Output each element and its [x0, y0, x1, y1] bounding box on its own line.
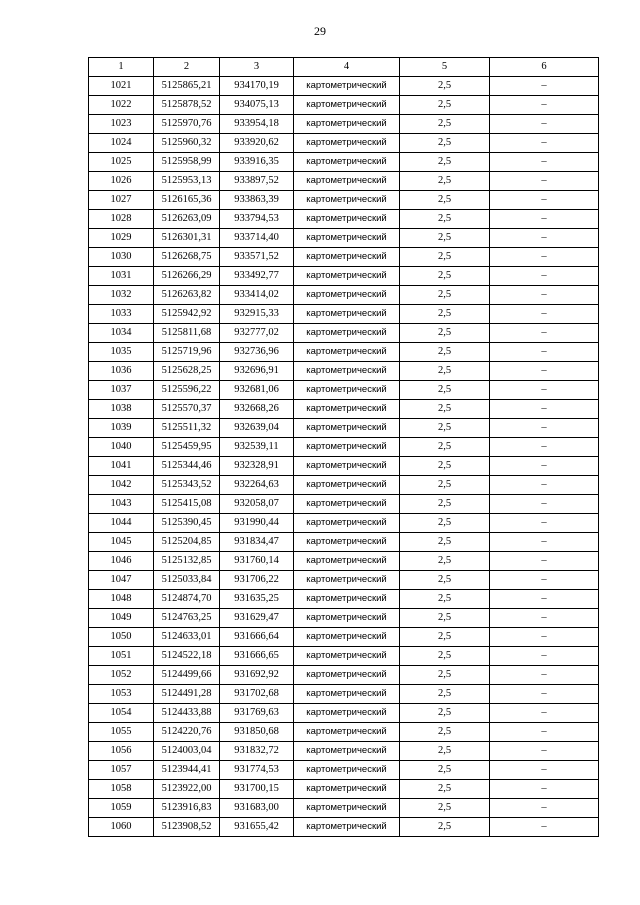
table-row	[89, 533, 599, 552]
y-coordinate-cell: 933897,52	[220, 172, 294, 191]
accuracy-cell: 2,5	[400, 780, 490, 799]
point-number-cell: 1047	[89, 571, 154, 590]
point-number-cell: 1049	[89, 609, 154, 628]
table-row	[89, 609, 599, 628]
y-coordinate-cell: 931666,64	[220, 628, 294, 647]
note-cell: –	[490, 210, 599, 229]
y-coordinate-cell: 931832,72	[220, 742, 294, 761]
x-coordinate-cell: 5126165,36	[154, 191, 220, 210]
note-cell: –	[490, 381, 599, 400]
y-coordinate-cell: 931702,68	[220, 685, 294, 704]
point-number-cell: 1043	[89, 495, 154, 514]
table-row	[89, 191, 599, 210]
column-header-4: 4	[294, 58, 400, 77]
table-row	[89, 400, 599, 419]
accuracy-cell: 2,5	[400, 267, 490, 286]
x-coordinate-cell: 5125343,52	[154, 476, 220, 495]
column-header-3: 3	[220, 58, 294, 77]
note-cell: –	[490, 77, 599, 96]
table-row	[89, 343, 599, 362]
note-cell: –	[490, 571, 599, 590]
table-row	[89, 457, 599, 476]
accuracy-cell: 2,5	[400, 818, 490, 837]
y-coordinate-cell: 931700,15	[220, 780, 294, 799]
accuracy-cell: 2,5	[400, 381, 490, 400]
method-cell: картометрический	[294, 77, 400, 96]
x-coordinate-cell: 5125953,13	[154, 172, 220, 191]
method-cell: картометрический	[294, 780, 400, 799]
method-cell: картометрический	[294, 267, 400, 286]
y-coordinate-cell: 933571,52	[220, 248, 294, 267]
accuracy-cell: 2,5	[400, 191, 490, 210]
point-number-cell: 1060	[89, 818, 154, 837]
accuracy-cell: 2,5	[400, 723, 490, 742]
x-coordinate-cell: 5125970,76	[154, 115, 220, 134]
note-cell: –	[490, 305, 599, 324]
table-row	[89, 742, 599, 761]
x-coordinate-cell: 5125719,96	[154, 343, 220, 362]
table-row	[89, 495, 599, 514]
accuracy-cell: 2,5	[400, 704, 490, 723]
accuracy-cell: 2,5	[400, 666, 490, 685]
table-row	[89, 666, 599, 685]
point-number-cell: 1025	[89, 153, 154, 172]
accuracy-cell: 2,5	[400, 96, 490, 115]
method-cell: картометрический	[294, 761, 400, 780]
point-number-cell: 1039	[89, 419, 154, 438]
table-row	[89, 267, 599, 286]
table-row	[89, 685, 599, 704]
table-row	[89, 96, 599, 115]
note-cell: –	[490, 115, 599, 134]
y-coordinate-cell: 931760,14	[220, 552, 294, 571]
note-cell: –	[490, 533, 599, 552]
column-header-2: 2	[154, 58, 220, 77]
y-coordinate-cell: 932639,04	[220, 419, 294, 438]
accuracy-cell: 2,5	[400, 495, 490, 514]
x-coordinate-cell: 5123916,83	[154, 799, 220, 818]
accuracy-cell: 2,5	[400, 590, 490, 609]
point-number-cell: 1055	[89, 723, 154, 742]
accuracy-cell: 2,5	[400, 647, 490, 666]
table-row	[89, 229, 599, 248]
note-cell: –	[490, 324, 599, 343]
accuracy-cell: 2,5	[400, 609, 490, 628]
table-row	[89, 723, 599, 742]
method-cell: картометрический	[294, 533, 400, 552]
y-coordinate-cell: 934075,13	[220, 96, 294, 115]
accuracy-cell: 2,5	[400, 552, 490, 571]
y-coordinate-cell: 933492,77	[220, 267, 294, 286]
x-coordinate-cell: 5125459,95	[154, 438, 220, 457]
x-coordinate-cell: 5126301,31	[154, 229, 220, 248]
x-coordinate-cell: 5125942,92	[154, 305, 220, 324]
x-coordinate-cell: 5124220,76	[154, 723, 220, 742]
table-row	[89, 305, 599, 324]
point-number-cell: 1050	[89, 628, 154, 647]
table-row	[89, 704, 599, 723]
accuracy-cell: 2,5	[400, 628, 490, 647]
method-cell: картометрический	[294, 400, 400, 419]
y-coordinate-cell: 932736,96	[220, 343, 294, 362]
coordinates-table	[88, 57, 599, 837]
y-coordinate-cell: 932264,63	[220, 476, 294, 495]
x-coordinate-cell: 5126266,29	[154, 267, 220, 286]
method-cell: картометрический	[294, 134, 400, 153]
method-cell: картометрический	[294, 419, 400, 438]
x-coordinate-cell: 5125511,32	[154, 419, 220, 438]
x-coordinate-cell: 5125033,84	[154, 571, 220, 590]
method-cell: картометрический	[294, 210, 400, 229]
table-row	[89, 438, 599, 457]
point-number-cell: 1057	[89, 761, 154, 780]
point-number-cell: 1035	[89, 343, 154, 362]
y-coordinate-cell: 933916,35	[220, 153, 294, 172]
x-coordinate-cell: 5124522,18	[154, 647, 220, 666]
note-cell: –	[490, 704, 599, 723]
point-number-cell: 1024	[89, 134, 154, 153]
note-cell: –	[490, 457, 599, 476]
method-cell: картометрический	[294, 495, 400, 514]
note-cell: –	[490, 419, 599, 438]
x-coordinate-cell: 5125960,32	[154, 134, 220, 153]
x-coordinate-cell: 5125628,25	[154, 362, 220, 381]
method-cell: картометрический	[294, 115, 400, 134]
y-coordinate-cell: 931683,00	[220, 799, 294, 818]
method-cell: картометрический	[294, 666, 400, 685]
x-coordinate-cell: 5125204,85	[154, 533, 220, 552]
accuracy-cell: 2,5	[400, 362, 490, 381]
point-number-cell: 1038	[89, 400, 154, 419]
x-coordinate-cell: 5124499,66	[154, 666, 220, 685]
note-cell: –	[490, 286, 599, 305]
accuracy-cell: 2,5	[400, 476, 490, 495]
method-cell: картометрический	[294, 153, 400, 172]
method-cell: картометрический	[294, 799, 400, 818]
accuracy-cell: 2,5	[400, 571, 490, 590]
table-row	[89, 571, 599, 590]
point-number-cell: 1034	[89, 324, 154, 343]
point-number-cell: 1028	[89, 210, 154, 229]
method-cell: картометрический	[294, 704, 400, 723]
x-coordinate-cell: 5125344,46	[154, 457, 220, 476]
note-cell: –	[490, 495, 599, 514]
note-cell: –	[490, 723, 599, 742]
y-coordinate-cell: 932328,91	[220, 457, 294, 476]
x-coordinate-cell: 5124003,04	[154, 742, 220, 761]
point-number-cell: 1030	[89, 248, 154, 267]
y-coordinate-cell: 933920,62	[220, 134, 294, 153]
accuracy-cell: 2,5	[400, 457, 490, 476]
note-cell: –	[490, 96, 599, 115]
table-row	[89, 381, 599, 400]
note-cell: –	[490, 818, 599, 837]
point-number-cell: 1036	[89, 362, 154, 381]
x-coordinate-cell: 5125878,52	[154, 96, 220, 115]
table-row	[89, 818, 599, 837]
x-coordinate-cell: 5124433,88	[154, 704, 220, 723]
point-number-cell: 1059	[89, 799, 154, 818]
x-coordinate-cell: 5125811,68	[154, 324, 220, 343]
x-coordinate-cell: 5126263,09	[154, 210, 220, 229]
x-coordinate-cell: 5124763,25	[154, 609, 220, 628]
table-row	[89, 172, 599, 191]
accuracy-cell: 2,5	[400, 77, 490, 96]
method-cell: картометрический	[294, 438, 400, 457]
note-cell: –	[490, 799, 599, 818]
x-coordinate-cell: 5125390,45	[154, 514, 220, 533]
accuracy-cell: 2,5	[400, 742, 490, 761]
accuracy-cell: 2,5	[400, 115, 490, 134]
note-cell: –	[490, 666, 599, 685]
accuracy-cell: 2,5	[400, 343, 490, 362]
accuracy-cell: 2,5	[400, 685, 490, 704]
x-coordinate-cell: 5123908,52	[154, 818, 220, 837]
column-header-1: 1	[89, 58, 154, 77]
x-coordinate-cell: 5125132,85	[154, 552, 220, 571]
x-coordinate-cell: 5125570,37	[154, 400, 220, 419]
point-number-cell: 1027	[89, 191, 154, 210]
y-coordinate-cell: 934170,19	[220, 77, 294, 96]
note-cell: –	[490, 647, 599, 666]
accuracy-cell: 2,5	[400, 286, 490, 305]
point-number-cell: 1022	[89, 96, 154, 115]
note-cell: –	[490, 153, 599, 172]
y-coordinate-cell: 932058,07	[220, 495, 294, 514]
method-cell: картометрический	[294, 476, 400, 495]
method-cell: картометрический	[294, 647, 400, 666]
point-number-cell: 1042	[89, 476, 154, 495]
method-cell: картометрический	[294, 305, 400, 324]
table-row	[89, 552, 599, 571]
table-row	[89, 134, 599, 153]
y-coordinate-cell: 931774,53	[220, 761, 294, 780]
header-row	[89, 58, 599, 77]
y-coordinate-cell: 932696,91	[220, 362, 294, 381]
accuracy-cell: 2,5	[400, 400, 490, 419]
point-number-cell: 1032	[89, 286, 154, 305]
accuracy-cell: 2,5	[400, 134, 490, 153]
note-cell: –	[490, 191, 599, 210]
accuracy-cell: 2,5	[400, 305, 490, 324]
table-row	[89, 780, 599, 799]
point-number-cell: 1021	[89, 77, 154, 96]
accuracy-cell: 2,5	[400, 210, 490, 229]
table-row	[89, 248, 599, 267]
point-number-cell: 1023	[89, 115, 154, 134]
note-cell: –	[490, 685, 599, 704]
method-cell: картометрический	[294, 685, 400, 704]
point-number-cell: 1048	[89, 590, 154, 609]
x-coordinate-cell: 5125958,99	[154, 153, 220, 172]
y-coordinate-cell: 931655,42	[220, 818, 294, 837]
y-coordinate-cell: 932915,33	[220, 305, 294, 324]
x-coordinate-cell: 5125415,08	[154, 495, 220, 514]
table-row	[89, 761, 599, 780]
note-cell: –	[490, 609, 599, 628]
point-number-cell: 1053	[89, 685, 154, 704]
y-coordinate-cell: 931834,47	[220, 533, 294, 552]
table-row	[89, 286, 599, 305]
point-number-cell: 1041	[89, 457, 154, 476]
note-cell: –	[490, 438, 599, 457]
point-number-cell: 1045	[89, 533, 154, 552]
method-cell: картометрический	[294, 514, 400, 533]
x-coordinate-cell: 5123944,41	[154, 761, 220, 780]
method-cell: картометрический	[294, 362, 400, 381]
point-number-cell: 1033	[89, 305, 154, 324]
note-cell: –	[490, 552, 599, 571]
accuracy-cell: 2,5	[400, 799, 490, 818]
x-coordinate-cell: 5124491,28	[154, 685, 220, 704]
point-number-cell: 1051	[89, 647, 154, 666]
accuracy-cell: 2,5	[400, 229, 490, 248]
y-coordinate-cell: 931629,47	[220, 609, 294, 628]
note-cell: –	[490, 229, 599, 248]
note-cell: –	[490, 267, 599, 286]
table-row	[89, 153, 599, 172]
table-row	[89, 77, 599, 96]
method-cell: картометрический	[294, 343, 400, 362]
x-coordinate-cell: 5123922,00	[154, 780, 220, 799]
note-cell: –	[490, 742, 599, 761]
table-row	[89, 419, 599, 438]
note-cell: –	[490, 400, 599, 419]
method-cell: картометрический	[294, 552, 400, 571]
y-coordinate-cell: 933414,02	[220, 286, 294, 305]
note-cell: –	[490, 476, 599, 495]
y-coordinate-cell: 931769,63	[220, 704, 294, 723]
table-body	[89, 77, 599, 837]
method-cell: картометрический	[294, 96, 400, 115]
method-cell: картометрический	[294, 628, 400, 647]
method-cell: картометрический	[294, 723, 400, 742]
y-coordinate-cell: 931692,92	[220, 666, 294, 685]
table-row	[89, 115, 599, 134]
x-coordinate-cell: 5124633,01	[154, 628, 220, 647]
note-cell: –	[490, 514, 599, 533]
x-coordinate-cell: 5125596,22	[154, 381, 220, 400]
accuracy-cell: 2,5	[400, 172, 490, 191]
accuracy-cell: 2,5	[400, 419, 490, 438]
note-cell: –	[490, 248, 599, 267]
method-cell: картометрический	[294, 571, 400, 590]
accuracy-cell: 2,5	[400, 248, 490, 267]
y-coordinate-cell: 933863,39	[220, 191, 294, 210]
table-row	[89, 476, 599, 495]
table-row	[89, 799, 599, 818]
point-number-cell: 1054	[89, 704, 154, 723]
note-cell: –	[490, 628, 599, 647]
x-coordinate-cell: 5126263,82	[154, 286, 220, 305]
table-row	[89, 514, 599, 533]
y-coordinate-cell: 933714,40	[220, 229, 294, 248]
note-cell: –	[490, 172, 599, 191]
table-row	[89, 362, 599, 381]
y-coordinate-cell: 932539,11	[220, 438, 294, 457]
y-coordinate-cell: 931850,68	[220, 723, 294, 742]
x-coordinate-cell: 5125865,21	[154, 77, 220, 96]
method-cell: картометрический	[294, 457, 400, 476]
method-cell: картометрический	[294, 381, 400, 400]
point-number-cell: 1037	[89, 381, 154, 400]
table-row	[89, 324, 599, 343]
method-cell: картометрический	[294, 172, 400, 191]
point-number-cell: 1058	[89, 780, 154, 799]
accuracy-cell: 2,5	[400, 761, 490, 780]
column-header-5: 5	[400, 58, 490, 77]
note-cell: –	[490, 362, 599, 381]
method-cell: картометрический	[294, 609, 400, 628]
x-coordinate-cell: 5124874,70	[154, 590, 220, 609]
point-number-cell: 1046	[89, 552, 154, 571]
accuracy-cell: 2,5	[400, 153, 490, 172]
method-cell: картометрический	[294, 229, 400, 248]
y-coordinate-cell: 931706,22	[220, 571, 294, 590]
note-cell: –	[490, 761, 599, 780]
x-coordinate-cell: 5126268,75	[154, 248, 220, 267]
method-cell: картометрический	[294, 818, 400, 837]
method-cell: картометрический	[294, 248, 400, 267]
page-number: 29	[314, 24, 326, 38]
method-cell: картометрический	[294, 590, 400, 609]
point-number-cell: 1026	[89, 172, 154, 191]
note-cell: –	[490, 343, 599, 362]
y-coordinate-cell: 931635,25	[220, 590, 294, 609]
note-cell: –	[490, 134, 599, 153]
table-row	[89, 628, 599, 647]
point-number-cell: 1056	[89, 742, 154, 761]
y-coordinate-cell: 933954,18	[220, 115, 294, 134]
y-coordinate-cell: 932668,26	[220, 400, 294, 419]
point-number-cell: 1040	[89, 438, 154, 457]
column-header-6: 6	[490, 58, 599, 77]
point-number-cell: 1031	[89, 267, 154, 286]
table-header	[89, 58, 599, 77]
method-cell: картометрический	[294, 191, 400, 210]
method-cell: картометрический	[294, 742, 400, 761]
table-row	[89, 590, 599, 609]
y-coordinate-cell: 931666,65	[220, 647, 294, 666]
table-row	[89, 647, 599, 666]
table-row	[89, 210, 599, 229]
point-number-cell: 1044	[89, 514, 154, 533]
method-cell: картометрический	[294, 324, 400, 343]
accuracy-cell: 2,5	[400, 324, 490, 343]
method-cell: картометрический	[294, 286, 400, 305]
y-coordinate-cell: 932681,06	[220, 381, 294, 400]
accuracy-cell: 2,5	[400, 438, 490, 457]
note-cell: –	[490, 590, 599, 609]
note-cell: –	[490, 780, 599, 799]
y-coordinate-cell: 933794,53	[220, 210, 294, 229]
y-coordinate-cell: 931990,44	[220, 514, 294, 533]
y-coordinate-cell: 932777,02	[220, 324, 294, 343]
point-number-cell: 1029	[89, 229, 154, 248]
point-number-cell: 1052	[89, 666, 154, 685]
accuracy-cell: 2,5	[400, 514, 490, 533]
accuracy-cell: 2,5	[400, 533, 490, 552]
